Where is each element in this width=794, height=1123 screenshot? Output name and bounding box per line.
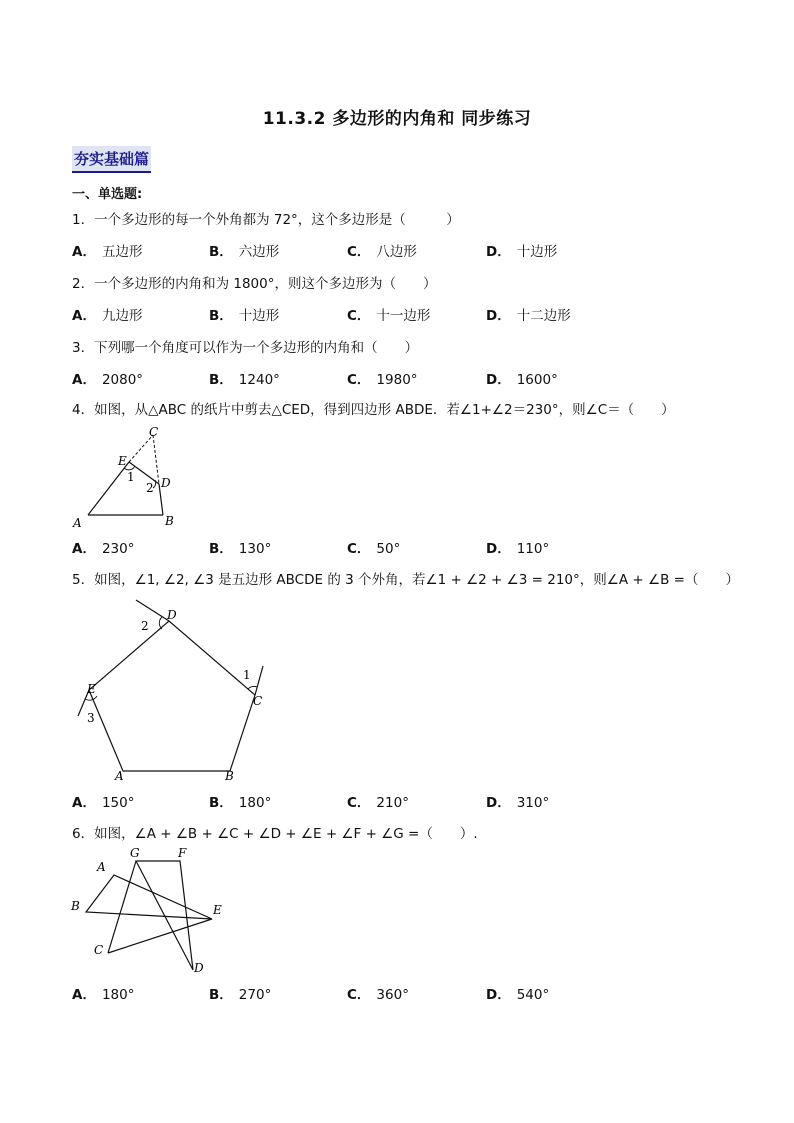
- q4-option-a: [72, 537, 134, 557]
- q2-option-c-text: 十一边形: [376, 308, 431, 324]
- q2-option-d-key: D．: [486, 308, 511, 324]
- q6-option-c-text: 360°: [376, 987, 409, 1003]
- q5-option-a-key: A．: [72, 795, 96, 811]
- q1-option-a-key: A．: [72, 244, 96, 260]
- question-6-text: 6．如图，∠A + ∠B + ∠C + ∠D + ∠E + ∠F + ∠G =（ ）.: [72, 826, 478, 842]
- edge-ce: [108, 919, 212, 953]
- question-2-text: 2．一个多边形的内角和为 1800°，则这个多边形为（ ）: [72, 276, 437, 292]
- q5-option-a: [72, 791, 134, 811]
- q2-option-c-key: C．: [347, 308, 371, 324]
- label-c: C: [253, 694, 263, 708]
- extension-bc: [255, 666, 263, 695]
- q6-option-c-key: C．: [347, 987, 371, 1003]
- label-c: C: [149, 425, 159, 439]
- figure-q6-star: [68, 842, 238, 982]
- label-f: F: [178, 846, 187, 860]
- q5-option-d: [486, 791, 549, 811]
- label-a: A: [97, 860, 106, 874]
- q6-option-b: [209, 983, 271, 1003]
- q3-option-c: [347, 368, 418, 388]
- q1-option-a-text: 五边形: [101, 244, 143, 260]
- q5-option-b-key: B．: [209, 795, 233, 811]
- q2-option-a: [72, 304, 142, 324]
- q4-option-a-text: 230°: [101, 541, 135, 557]
- label-g: G: [130, 846, 140, 860]
- q3-option-a-key: A．: [72, 372, 96, 388]
- label-b: B: [71, 899, 80, 913]
- q6-option-d-key: D．: [486, 987, 511, 1003]
- q4-option-a-key: A．: [72, 541, 96, 557]
- q1-option-b-key: B．: [209, 244, 233, 260]
- angle-1-arc: [248, 686, 257, 689]
- label-e: E: [213, 903, 222, 917]
- q6-option-d: [486, 983, 549, 1003]
- q4-option-d-key: D．: [486, 541, 511, 557]
- q5-option-c-text: 210°: [376, 795, 409, 811]
- q5-option-c: [347, 791, 409, 811]
- q4-option-c-text: 50°: [376, 541, 401, 557]
- q2-option-b-text: 十边形: [238, 308, 280, 324]
- q1-option-d-text: 十边形: [516, 244, 558, 260]
- q3-option-d: [486, 368, 558, 388]
- q3-option-a-text: 2080°: [101, 372, 144, 388]
- label-c: C: [94, 943, 104, 957]
- part-heading: 一、单选题:: [72, 187, 143, 202]
- question-5-text: 5．如图，∠1, ∠2, ∠3 是五边形 ABCDE 的 3 个外角，若∠1 + ∠2 + ∠3 = 210°，则∠A + ∠B =（ ）: [72, 572, 739, 588]
- q6-option-c: [347, 983, 409, 1003]
- q6-option-d-text: 540°: [516, 987, 550, 1003]
- label-e: E: [118, 454, 127, 468]
- label-e: E: [87, 682, 96, 696]
- q3-option-d-text: 1600°: [516, 372, 558, 388]
- q4-option-c: [347, 537, 400, 557]
- label-angle-2: 2: [146, 481, 154, 495]
- q1-option-c-key: C．: [347, 244, 371, 260]
- label-b: B: [225, 769, 234, 783]
- label-angle-1: 1: [243, 668, 251, 682]
- label-d: D: [161, 476, 171, 490]
- q1-option-b: [209, 240, 279, 260]
- q1-option-c-text: 八边形: [376, 244, 417, 260]
- q5-option-d-key: D．: [486, 795, 511, 811]
- q2-option-a-text: 九边形: [101, 308, 143, 324]
- q5-option-d-text: 310°: [516, 795, 550, 811]
- q1-option-c: [347, 240, 417, 260]
- q3-option-c-key: C．: [347, 372, 371, 388]
- q2-option-a-key: A．: [72, 308, 96, 324]
- figure-q4-triangle: [70, 422, 190, 532]
- q2-option-c: [347, 304, 430, 324]
- pentagon-abcde: [89, 621, 255, 771]
- q1-option-d-key: D．: [486, 244, 511, 260]
- q2-option-b-key: B．: [209, 308, 233, 324]
- q4-option-b-text: 130°: [238, 541, 272, 557]
- section-heading: 夯实基础篇: [72, 146, 151, 173]
- q2-option-d-text: 十二边形: [516, 308, 571, 324]
- q6-option-a: [72, 983, 134, 1003]
- question-4-text: 4．如图，从△ABC 的纸片中剪去△CED，得到四边形 ABDE．若∠1+∠2＝230°，则∠C＝（ ）: [72, 402, 675, 418]
- q4-option-c-key: C．: [347, 541, 371, 557]
- label-d: D: [194, 961, 204, 975]
- question-1-text: 1．一个多边形的每一个外角都为 72°，这个多边形是（ ）: [72, 212, 460, 228]
- q6-option-a-text: 180°: [101, 987, 135, 1003]
- label-a: A: [73, 516, 82, 530]
- label-b: B: [165, 514, 174, 528]
- label-d: D: [167, 608, 177, 622]
- q5-option-b: [209, 791, 271, 811]
- q1-option-a: [72, 240, 142, 260]
- label-a: A: [115, 769, 124, 783]
- triangle-abe: [86, 875, 212, 919]
- edge-gc: [108, 861, 136, 953]
- label-angle-3: 3: [87, 711, 95, 725]
- q3-option-c-text: 1980°: [376, 372, 418, 388]
- q5-option-c-key: C．: [347, 795, 371, 811]
- q2-option-d: [486, 304, 571, 324]
- q4-option-b: [209, 537, 271, 557]
- figure-q5-pentagon: [70, 594, 280, 786]
- q5-option-a-text: 150°: [101, 795, 135, 811]
- label-angle-1: 1: [127, 470, 135, 484]
- q4-option-b-key: B．: [209, 541, 233, 557]
- q3-option-a: [72, 368, 143, 388]
- q3-option-b-key: B．: [209, 372, 233, 388]
- q4-option-d: [486, 537, 549, 557]
- q3-option-d-key: D．: [486, 372, 511, 388]
- page-title: 11.3.2 多边形的内角和 同步练习: [262, 109, 532, 129]
- q2-option-b: [209, 304, 279, 324]
- q1-option-b-text: 六边形: [238, 244, 280, 260]
- q3-option-b-text: 1240°: [238, 372, 280, 388]
- extension-ed: [136, 600, 169, 621]
- q4-option-d-text: 110°: [516, 541, 550, 557]
- question-3-text: 3．下列哪一个角度可以作为一个多边形的内角和（ ）: [72, 340, 419, 356]
- q6-option-b-key: B．: [209, 987, 233, 1003]
- q1-option-d: [486, 240, 557, 260]
- q6-option-b-text: 270°: [238, 987, 272, 1003]
- q3-option-b: [209, 368, 280, 388]
- q5-option-b-text: 180°: [238, 795, 272, 811]
- edge-cd-dashed: [153, 435, 159, 484]
- label-angle-2: 2: [141, 619, 149, 633]
- q6-option-a-key: A．: [72, 987, 96, 1003]
